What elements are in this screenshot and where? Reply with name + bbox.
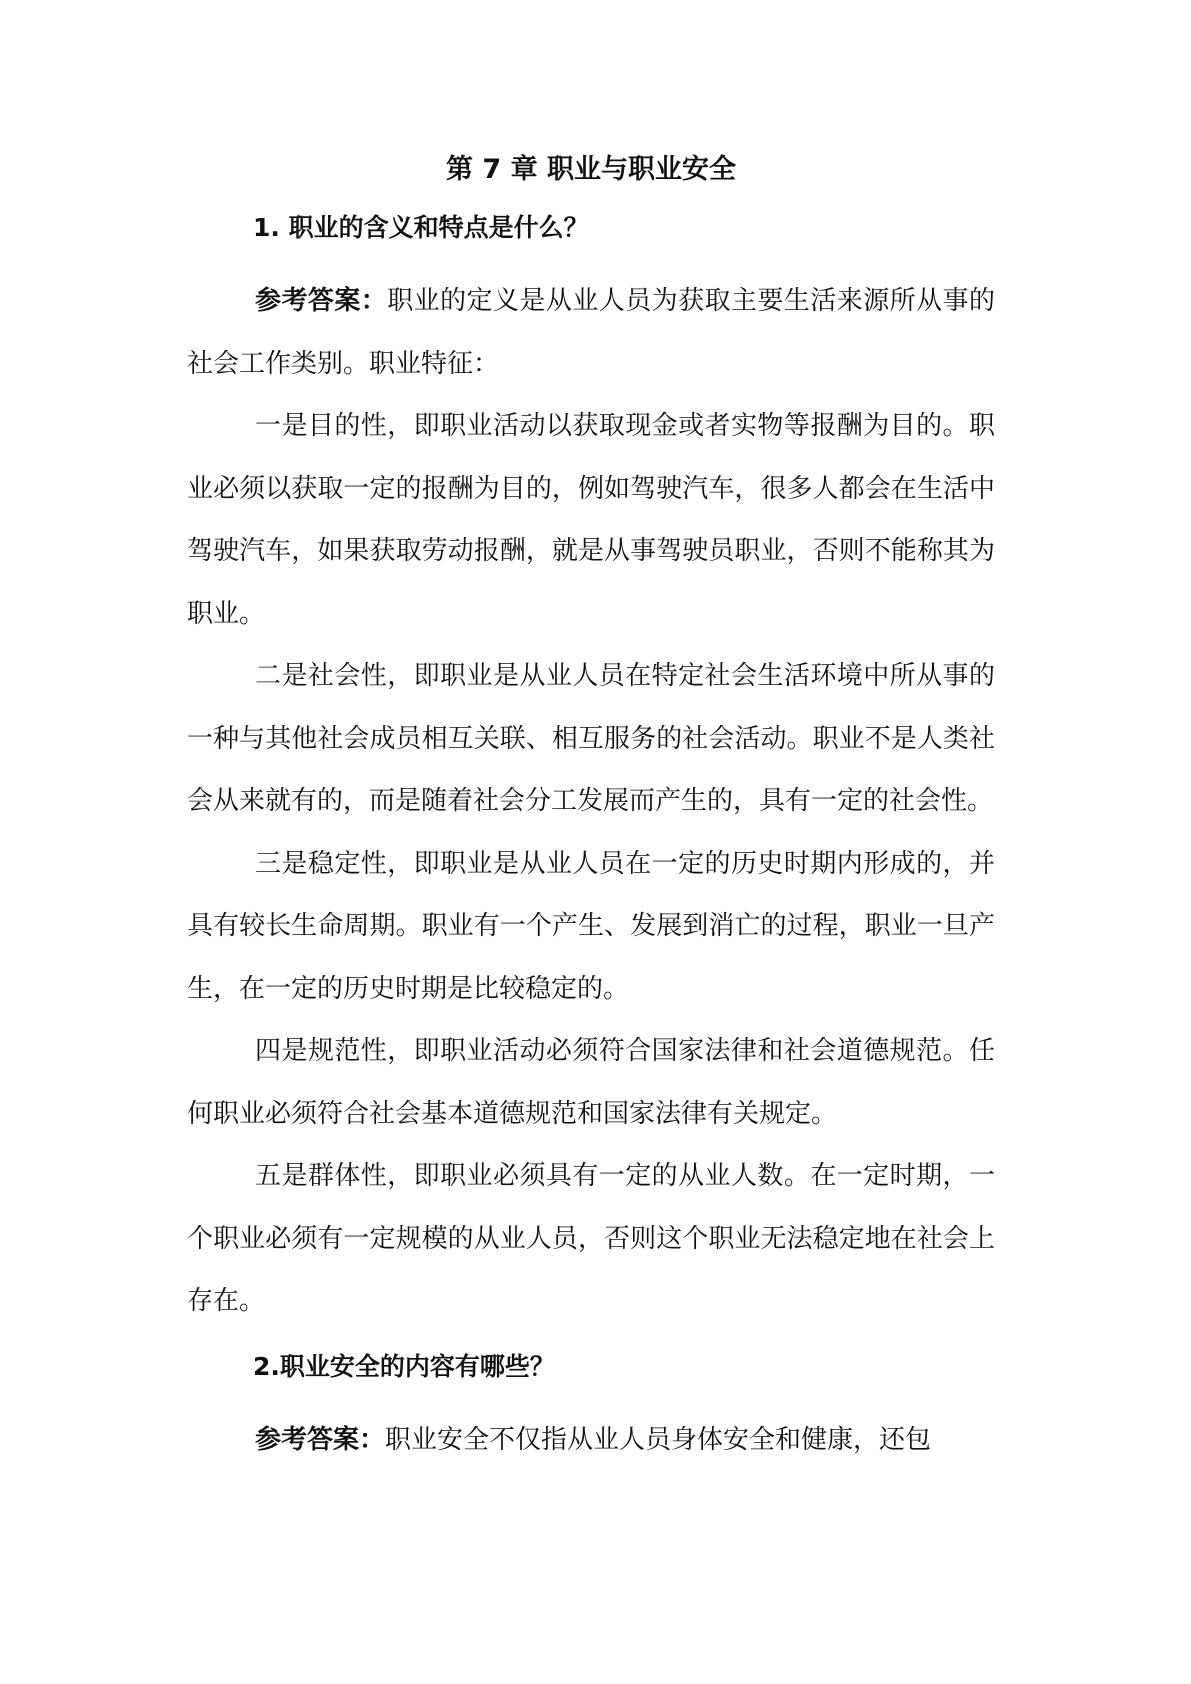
answer-label: 参考答案： bbox=[255, 286, 388, 316]
answer-1-intro bbox=[187, 270, 995, 395]
question-2: 2.职业安全的内容有哪些？ bbox=[253, 1351, 555, 1381]
answer-label: 参考答案： bbox=[255, 1424, 386, 1455]
feature-paragraph-social: 二是社会性，即职业是从业人员在特定社会生活环境中所从事的一种与其他社会成员相互关联、相互服务的社会活动。职业不是人类社会从来就有的，而是随着社会分工发展而产生的，具有一定的社会性。 bbox=[187, 661, 995, 816]
chapter-title: 第 7 章 职业与职业安全 bbox=[446, 154, 736, 185]
question-1: 1. 职业的含义和特点是什么？ bbox=[253, 213, 589, 242]
feature-paragraph-stability: 三是稳定性，即职业是从业人员在一定的历史时期内形成的，并具有较长生命周期。职业有一个产生、发展到消亡的过程，职业一旦产生，在一定的历史时期是比较稳定的。 bbox=[187, 848, 995, 1004]
feature-paragraph-group: 五是群体性，即职业必须具有一定的从业人数。在一定时期，一个职业必须有一定规模的从业人员，否则这个职业无法稳定地在社会上存在。 bbox=[187, 1161, 995, 1316]
feature-paragraph-purpose: 一是目的性，即职业活动以获取现金或者实物等报酬为目的。职业必须以获取一定的报酬为目的，例如驾驶汽车，很多人都会在生活中驾驶汽车，如果获取劳动报酬，就是从事驾驶员职业，否则不能称其为职业。 bbox=[187, 411, 995, 629]
answer-2-intro bbox=[187, 1409, 995, 1472]
page-content bbox=[187, 150, 995, 1471]
feature-paragraph-normative: 四是规范性，即职业活动必须符合国家法律和社会道德规范。任何职业必须符合社会基本道德规范和国家法律有关规定。 bbox=[187, 1036, 995, 1129]
answer-2-text: 职业安全不仅指从业人员身体安全和健康，还包 bbox=[385, 1424, 932, 1455]
answer-1-text: 职业的定义是从业人员为获取主要生活来源所从事的社会工作类别。职业特征： bbox=[187, 286, 995, 379]
